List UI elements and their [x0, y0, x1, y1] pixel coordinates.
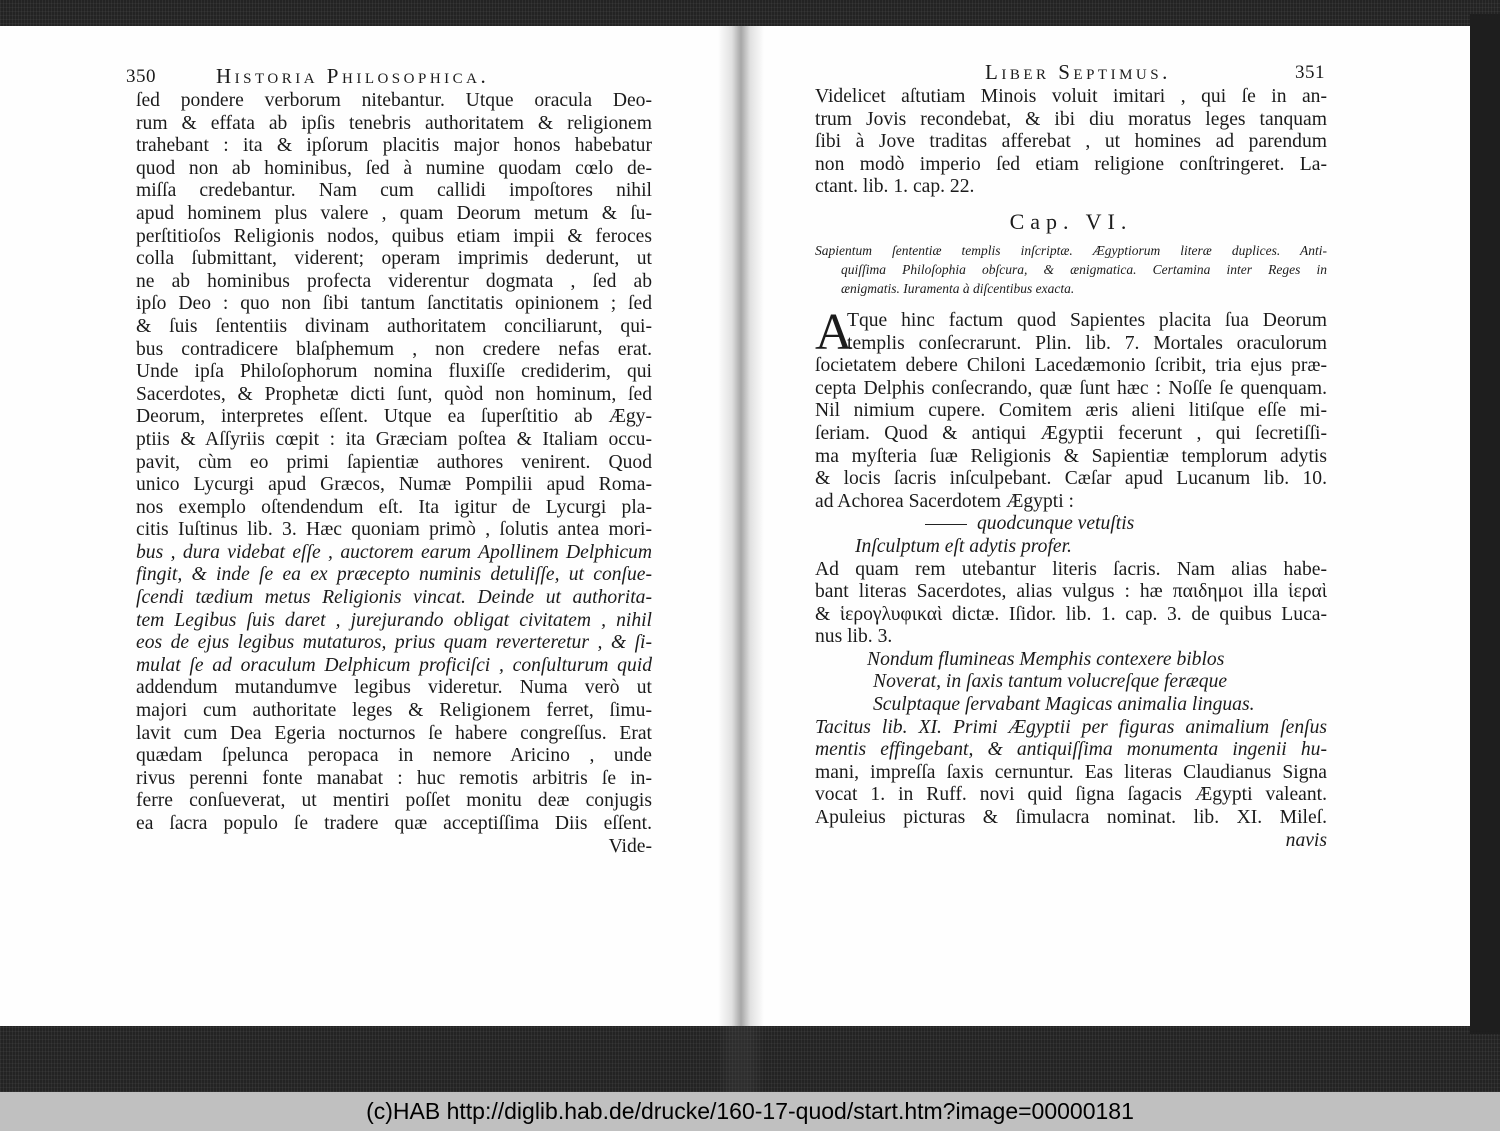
text-line: Tacitus lib. XI. Primi Ægyptii per figuras animalium ſenſus — [815, 716, 1327, 738]
text-line: pavit, cùm eo primi ſapientiæ authores venirent. Quod — [136, 451, 652, 473]
text-line: addendum mutandumve legibus videretur. Numa verò ut — [136, 677, 652, 699]
text-line: ferre conſueverat, ut mentiri poſſet monitu deæ conjugis — [136, 790, 652, 812]
text-line: & ἱερογλυφικαὶ dictæ. Iſidor. lib. 1. cap. 3. de quibus Luca- — [815, 603, 1327, 625]
text-line: & locis ſacris inſculpebant. Cæſar apud Lucanum lib. 10. — [815, 468, 1327, 490]
running-head-title: Liber Septimus. — [985, 60, 1171, 84]
text-line: perſtitioſos Religionis nodos, quibus etiam impii & feroces — [136, 225, 652, 247]
verse-line: Nondum flumineas Memphis contexere biblos — [867, 648, 1225, 670]
text-line: ſocietatem debere Chiloni Lacedæmonio ſcribit, tria ejus præ- — [815, 355, 1327, 377]
text-line-italic: tem Legibus ſuis daret , jurejurando obligat civitatem , nihil — [136, 609, 652, 631]
text-line: ne ab hominibus profecta viderentur dogmata , ſed ab — [136, 270, 652, 292]
text-line: non modò imperio ſed etiam religione conſtringeret. La- — [815, 153, 1327, 175]
right-page — [815, 60, 1327, 852]
text-line: mentis effingebant, & antiquiſſima monumenta ingenii hu- — [815, 739, 1327, 761]
text-line: Deorum, interpretes eſſent. Utque ea ſuperſtitio ab Ægy- — [136, 406, 652, 428]
text-line: vocat 1. in Ruff. novi quid ſigna ſagacis Ægypti valeant. — [815, 784, 1327, 806]
verse-line: Inſculptum eſt adytis profer. — [855, 535, 1072, 557]
text-line: nus lib. 3. — [815, 626, 893, 648]
footer-source-url: (c)HAB http://diglib.hab.de/drucke/160-17-quod/start.htm?image=00000181 — [366, 1098, 1134, 1124]
text-line: Videlicet aſtutiam Minois voluit imitari , qui ſe in an- — [815, 86, 1327, 107]
text-line: Apuleius picturas & ſimulacra nominat. lib. XI. Mileſ. — [815, 807, 1327, 829]
text-line: Sacerdotes, & Prophetæ dicti ſunt, quòd non hominum, ſed — [136, 383, 652, 405]
dash-rule — [925, 524, 967, 525]
text-line: miſſa credebantur. Nam cum callidi impoſtores nihil — [136, 180, 652, 202]
catchword: navis — [1285, 829, 1327, 851]
text-line: bus contradicere blaſphemum , non credere nefas erat. — [136, 338, 652, 360]
text-line-italic: mulat ſe ad oraculum Delphicum proficiſci , conſulturum quid — [136, 654, 652, 676]
verse-line — [815, 513, 1327, 536]
text-line-italic: ſcendi tædium metus Religionis vincat. Deinde ut authorita- — [136, 587, 652, 609]
summary-line: ænigmatis. Iuramenta à diſcentibus exacta. — [841, 280, 1075, 296]
text-line: templis conſecrarunt. Plin. lib. 7. Mortales oraculorum — [847, 332, 1327, 354]
left-page — [126, 64, 652, 858]
text-line: rum & effata ab ipſis tenebris authoritatem & religionem — [136, 112, 652, 134]
catchword: Vide- — [608, 835, 652, 857]
page-number: 351 — [1295, 62, 1325, 83]
running-head-right — [815, 60, 1327, 86]
verse-line: Noverat, in ſaxis tantum volucreſque feræque — [873, 671, 1228, 693]
drop-cap: A — [815, 303, 853, 361]
text-line: ad Achorea Sacerdotem Ægypti : — [815, 490, 1074, 512]
chapter-heading: Cap. VI. — [1009, 208, 1133, 234]
text-line: Unde ipſa Philoſophorum nomina fluxiſſe crediderim, qui — [136, 361, 652, 383]
text-line: unico Lycurgi apud Græcos, Numæ Pompilii apud Roma- — [136, 474, 652, 496]
scanner-edge — [1470, 14, 1500, 1034]
text-line: ctant. lib. 1. cap. 22. — [815, 176, 975, 198]
summary-line: Sapientum ſententiæ templis inſcriptæ. Ægyptiorum literæ duplices. Anti- — [815, 242, 1327, 258]
text-line: Ad quam rem utebantur literis ſacris. Nam alias habe- — [815, 558, 1327, 580]
text-line: ſibi à Jove traditas afferebat , ut homines ad parendum — [815, 131, 1327, 153]
text-line: apud hominem plus valere , quam Deorum metum & ſu- — [136, 202, 652, 224]
text-line: cepta Delphis conſecrando, quæ ſunt hæc : Noſſe ſe quenquam. — [815, 377, 1327, 399]
text-line: majori cum authoritate leges & Religionem ferret, ſimu- — [136, 700, 652, 722]
chapter-summary — [815, 241, 1327, 298]
text-line: ptiis & Aſſyriis cœpit : ita Græciam poſtea & Italiam occu- — [136, 428, 652, 450]
text-line: trahebant : ita & ipſorum placitis major honos habebatur — [136, 135, 652, 157]
copyright-footer — [0, 1092, 1500, 1131]
text-line-italic: bus , dura videbat eſſe , auctorem earum Apollinem Delphicum — [136, 541, 652, 563]
text-line: mani, impreſſa ſaxis cernuntur. Eas literas Claudianus Signa — [815, 761, 1327, 783]
text-line: quod non ab hominibus, ſed à numine quodam cœlo de- — [136, 157, 652, 179]
running-head-title: Historia Philosophica. — [216, 64, 490, 88]
text-line-italic: fingit, & inde ſe ea ex præcepto numinis detuliſſe, ut conſue- — [136, 564, 652, 586]
running-head-left — [126, 64, 652, 90]
text-line: ma myſteria ſuæ Religionis & Sapientiæ templorum adytis — [815, 445, 1327, 467]
text-line: ſeriam. Quod & antiqui Ægyptii fecerunt , qui ſecretiſſi- — [815, 422, 1327, 444]
text-line: & ſuis ſententiis divinam authoritatem conciliarunt, qui- — [136, 315, 652, 337]
text-line: colla ſubmittant, viderent; operam imprimis dederunt, ut — [136, 248, 652, 270]
text-line: citis Iuſtinus lib. 3. Hæc quoniam primò , ſolutis antea mori- — [136, 519, 652, 541]
summary-line: quiſſima Philoſophia obſcura, & ænigmatica. Certamina inter Reges in — [841, 261, 1327, 277]
text-line: rivus perenni fonte manabat : huc remotis arbitris ſe in- — [136, 767, 652, 789]
text-line: lavit cum Dea Egeria nocturnos ſe habere congreſſus. Erat — [136, 722, 652, 744]
page-number: 350 — [126, 66, 156, 87]
text-line-italic: eos de ejus legibus mutaturos, prius quam reverteretur , & ſi- — [136, 632, 652, 654]
verse-line: Sculptaque ſervabant Magicas animalia linguas. — [873, 694, 1255, 716]
text-line: quædam ſpelunca peropaca in nemore Aricino , unde — [136, 745, 652, 767]
verse-text: quodcunque vetuſtis — [977, 513, 1135, 535]
left-page-text — [136, 90, 652, 858]
right-page-intro — [815, 86, 1327, 199]
text-line: trum Jovis recondebat, & ibi diu moratus leges tanquam — [815, 108, 1327, 130]
text-line: Tque hinc factum quod Sapientes placita ſua Deorum — [847, 309, 1327, 331]
chapter-body — [815, 303, 1327, 852]
text-line: bant literas Sacerdotes, alias vulgus : hæ παιδημοι illa ἱεραὶ — [815, 581, 1327, 603]
text-line: ipſo Deo : quo non ſibi tantum ſanctitatis opinionem ; ſed — [136, 293, 652, 315]
book-gutter — [718, 26, 764, 1096]
text-line: nos exemplo oſtendendum eſt. Ita igitur de Lycurgi pla- — [136, 496, 652, 518]
text-line: Nil nimium cupere. Comitem æris alieni litiſque eſſe mi- — [815, 400, 1327, 422]
text-line: ea ſacra populo ſe tradere quæ acceptiſſima Diis eſſent. — [136, 813, 652, 834]
text-line: ſed pondere verborum nitebantur. Utque oracula Deo- — [136, 90, 652, 111]
